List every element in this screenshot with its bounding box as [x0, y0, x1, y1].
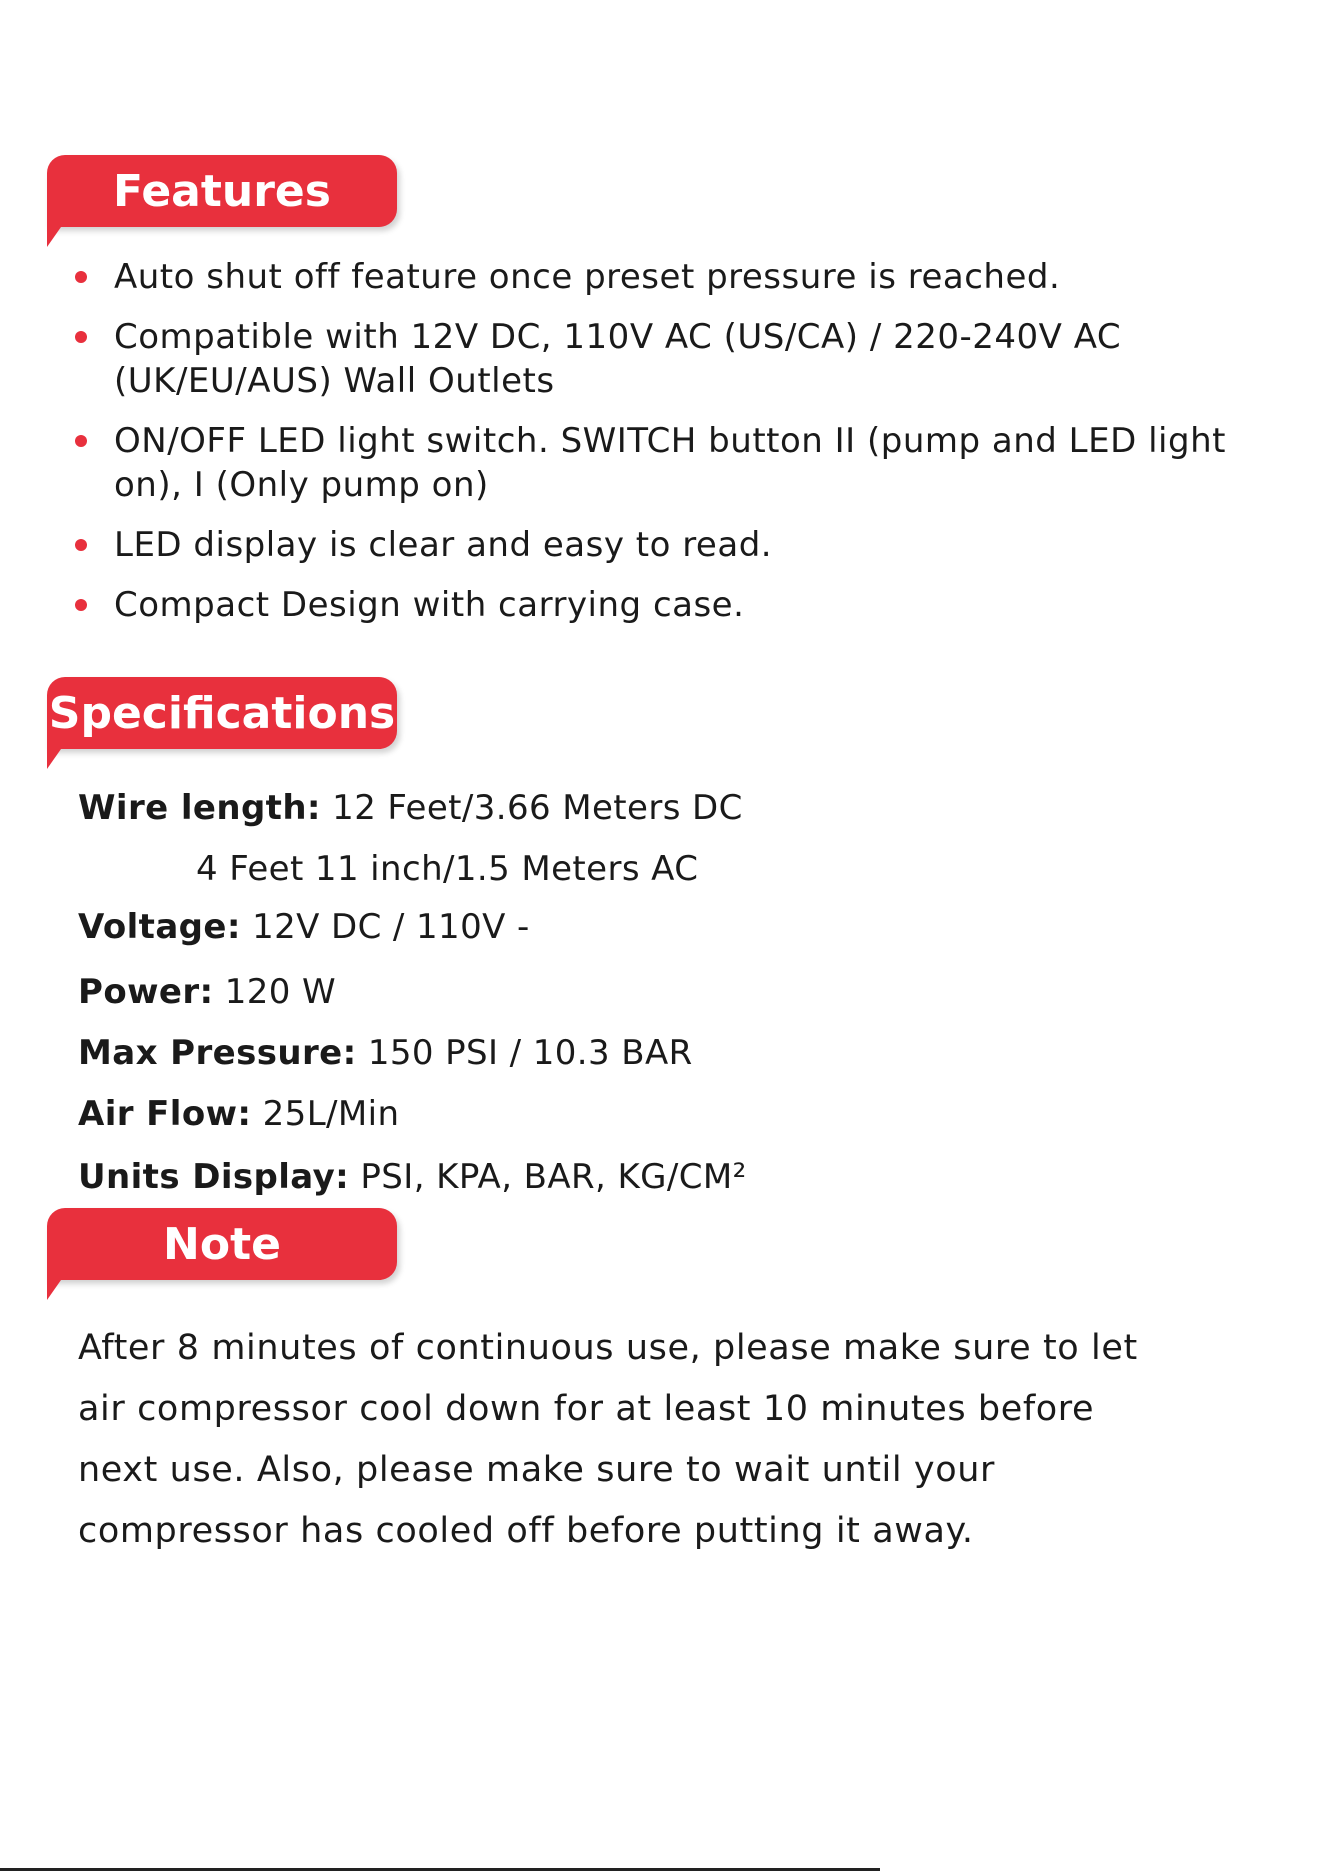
feature-text: ON/OFF LED light switch. SWITCH button II (pump and LED light on), I (Only pump on) [114, 421, 1226, 505]
spec-value: 4 Feet 11 inch/1.5 Meters AC [196, 849, 699, 889]
list-item [70, 255, 1270, 299]
feature-text: Compact Design with carrying case. [114, 585, 745, 625]
list-item [70, 523, 1270, 567]
note-line: air compressor cool down for at least 10 minutes before [78, 1389, 1095, 1429]
spec-value: 12 Feet/3.66 Meters DC [332, 788, 743, 828]
list-item [70, 419, 1270, 507]
spec-value: 25L/Min [262, 1094, 400, 1134]
spec-wire-length-ac [196, 847, 698, 891]
specifications-header: Specifications [47, 677, 397, 749]
bullet-icon [75, 331, 87, 343]
feature-text: LED display is clear and easy to read. [114, 525, 773, 565]
spec-label: Units Display: [78, 1157, 350, 1197]
spec-units-display [78, 1155, 747, 1199]
note-line: compressor has cooled off before putting it away. [78, 1511, 974, 1551]
note-line: next use. Also, please make sure to wait until your [78, 1450, 996, 1490]
spec-air-flow [78, 1092, 399, 1136]
feature-text: Auto shut off feature once preset pressure is reached. [114, 257, 1061, 297]
spec-label: Air Flow: [78, 1094, 252, 1134]
features-list [70, 255, 1270, 643]
bottom-divider [0, 1868, 880, 1871]
spec-max-pressure [78, 1031, 693, 1075]
list-item [70, 315, 1270, 403]
spec-label: Max Pressure: [78, 1033, 357, 1073]
bullet-icon [75, 599, 87, 611]
spec-value: 120 W [224, 972, 337, 1012]
spec-voltage [78, 905, 530, 949]
note-line: After 8 minutes of continuous use, please make sure to let [78, 1328, 1138, 1368]
bullet-icon [75, 271, 87, 283]
list-item [70, 583, 1270, 627]
bullet-icon [75, 435, 87, 447]
note-header: Note [47, 1208, 397, 1280]
spec-label: Wire length: [78, 788, 321, 828]
spec-label: Voltage: [78, 907, 241, 947]
features-header: Features [47, 155, 397, 227]
spec-power [78, 970, 336, 1014]
spec-value: PSI, KPA, BAR, KG/CM² [360, 1157, 747, 1197]
note-paragraph [78, 1318, 1258, 1562]
spec-value: 150 PSI / 10.3 BAR [367, 1033, 693, 1073]
spec-label: Power: [78, 972, 214, 1012]
feature-text: Compatible with 12V DC, 110V AC (US/CA) / 220-240V AC (UK/EU/AUS) Wall Outlets [114, 317, 1122, 401]
bullet-icon [75, 539, 87, 551]
spec-value: 12V DC / 110V - [252, 907, 530, 947]
spec-wire-length [78, 786, 743, 830]
